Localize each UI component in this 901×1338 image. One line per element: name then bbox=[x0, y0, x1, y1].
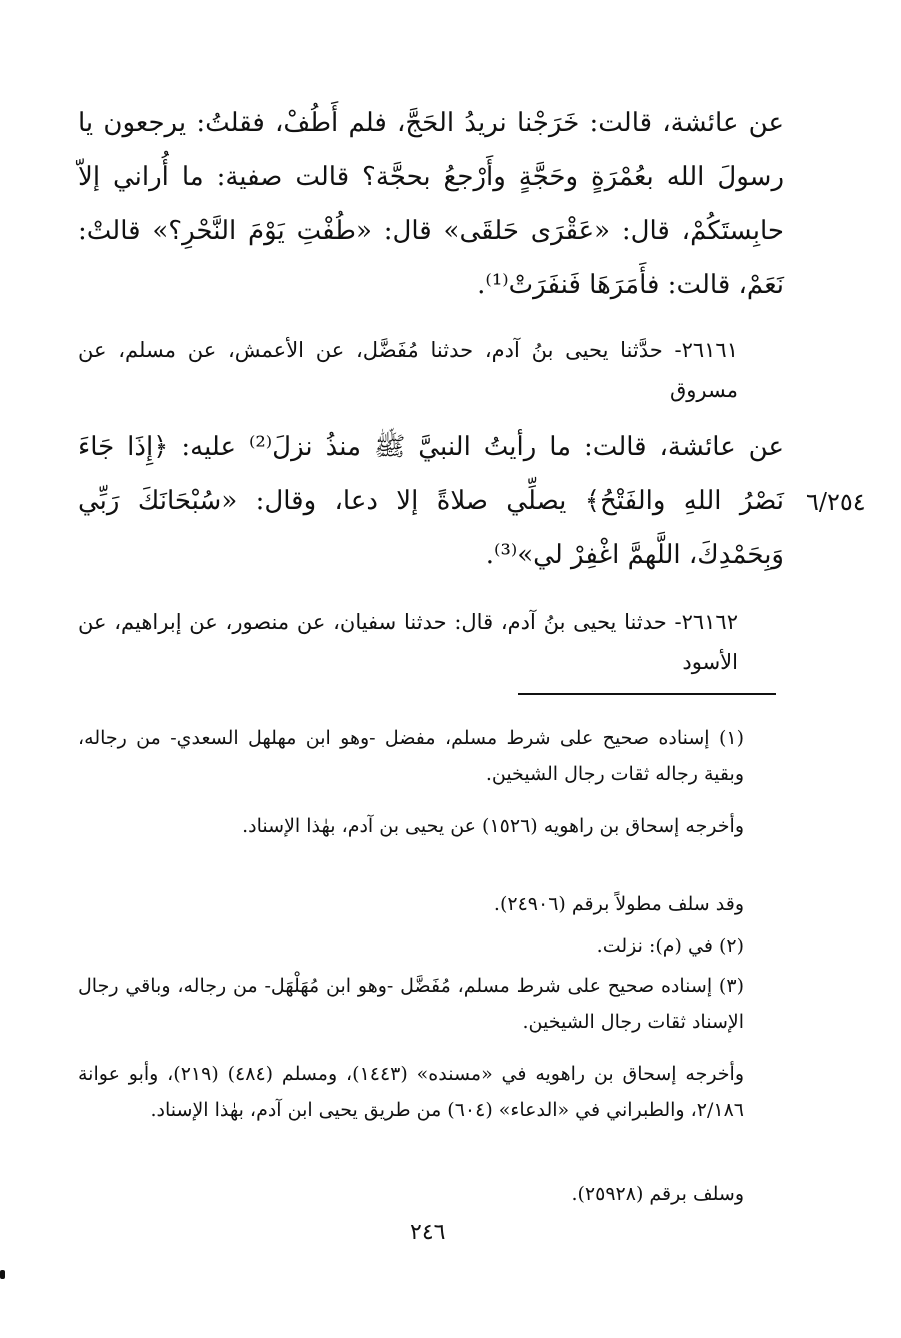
footnote-2-text: (٢) في (م): نزلت. bbox=[596, 935, 744, 957]
main-paragraph-2: عن عائشة، قالت: ما رأيتُ النبيَّ ﷺ منذُ نزلَ⁽²⁾ عليه: ﴿إِذَا جَاءَ نَصْرُ اللهِ والفَتْحُ﴾ يصلِّي صلاةً إلا دعا، وقال: «سُبْحَانَكَ رَبِّي وَبِحَمْدِكَ، اللَّهمَّ اغْفِرْ لي»⁽³⁾. bbox=[78, 432, 784, 570]
page-number: ٢٤٦ bbox=[410, 1220, 446, 1245]
footnote-3-source: وأخرجه إسحاق بن راهويه في «مسنده» (١٤٤٣)، ومسلم (٤٨٤) (٢١٩)، وأبو عوانة ٢/١٨٦، والطبراني في «الدعاء» (٦٠٤) من طريق يحيى ابن آدم، بهٰذا الإسناد. bbox=[78, 1063, 744, 1121]
hadith-isnad-26161: ٢٦١٦١- حدَّثنا يحيى بنُ آدم، حدثنا مُفَضَّل، عن الأعمش، عن مسلم، عن مسروق bbox=[78, 338, 738, 402]
margin-volume-page-reference: ٦/٢٥٤ bbox=[806, 488, 866, 516]
footnote-1-text: (١) إسناده صحيح على شرط مسلم، مفضل -وهو ابن مهلهل السعدي- من رجاله، وبقية رجاله ثقات رجال الشيخين. bbox=[78, 727, 744, 785]
footnote-separator bbox=[518, 693, 776, 695]
footnote-1-cross-reference: وقد سلف مطولاً برقم (٢٤٩٠٦). bbox=[493, 893, 744, 915]
hadith-isnad-26162: ٢٦١٦٢- حدثنا يحيى بنُ آدم، قال: حدثنا سفيان، عن منصور، عن إبراهيم، عن الأسود bbox=[78, 610, 738, 674]
main-paragraph-1: عن عائشة، قالت: خَرَجْنا نريدُ الحَجَّ، فلم أَطُفْ، فقلتُ: يرجعون يا رسولَ الله بعُمْرَةٍ وحَجَّةٍ وأَرْجعُ بحجَّة؟ قالت صفية: ما أُراني إلاّ حابِستَكُمْ، قال: «عَقْرَى حَلقَى» قال: «طُفْتِ يَوْمَ النَّحْرِ؟» قالتْ: نَعَمْ، قالت: فأَمَرَهَا فَنفَرَتْ⁽¹⁾. bbox=[78, 108, 784, 300]
scan-edge-mark bbox=[0, 1270, 5, 1279]
footnote-3-cross-reference: وسلف برقم (٢٥٩٢٨). bbox=[571, 1183, 744, 1205]
footnote-3-text: (٣) إسناده صحيح على شرط مسلم، مُفَضَّل -وهو ابن مُهَلْهَل- من رجاله، وباقي رجال الإسناد ثقات رجال الشيخين. bbox=[78, 975, 744, 1033]
footnote-1-source: وأخرجه إسحاق بن راهويه (١٥٢٦) عن يحيى بن آدم، بهٰذا الإسناد. bbox=[242, 815, 744, 837]
